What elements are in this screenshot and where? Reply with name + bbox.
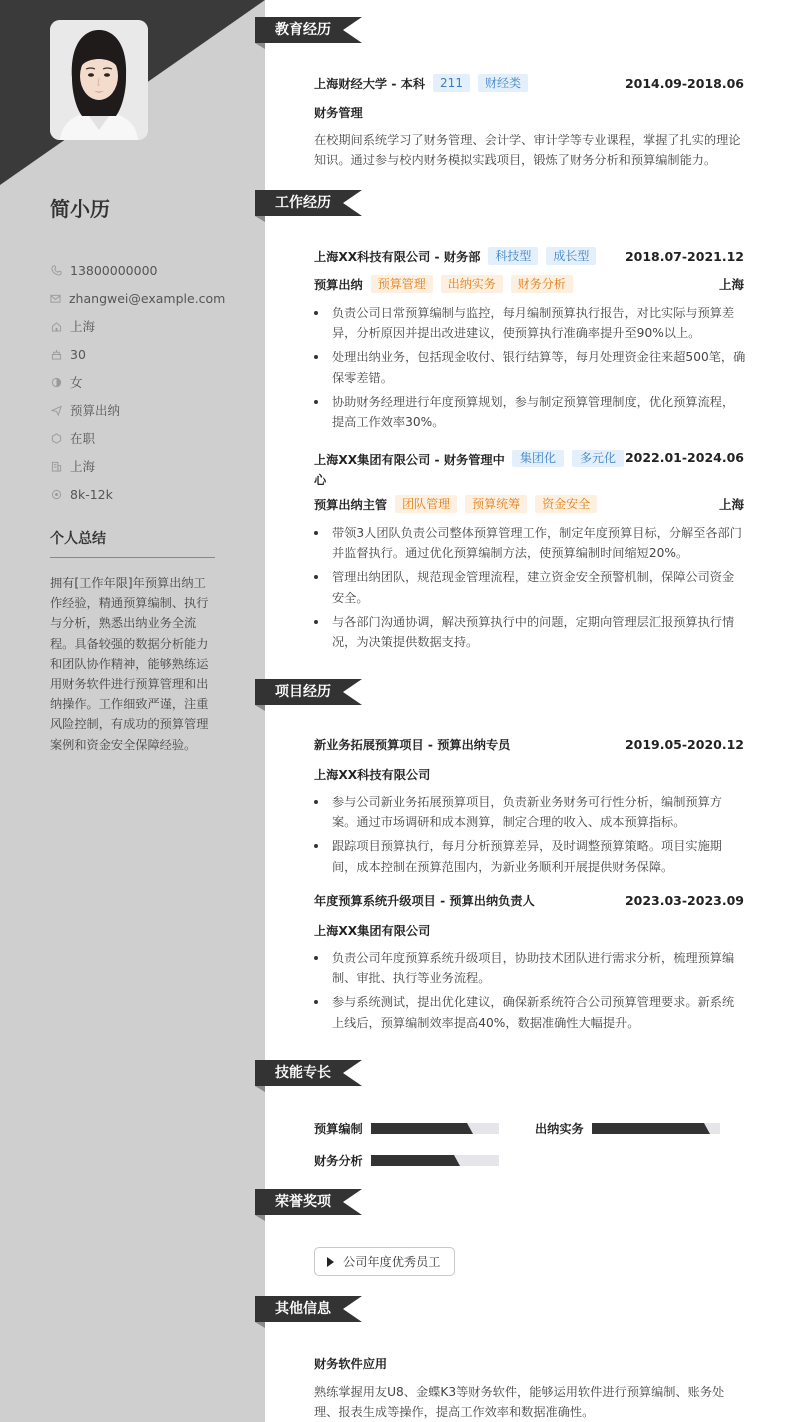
section-header-project [255, 679, 362, 705]
cake-icon [50, 348, 62, 360]
sidebar [0, 0, 265, 1422]
info-status-text: 在职 [70, 431, 96, 446]
work-company: 上海XX集团有限公司 - 财务管理中心 [314, 453, 505, 487]
avatar-portrait-icon [50, 20, 148, 140]
send-icon [50, 404, 62, 416]
section-title-work: 工作经历 [275, 195, 331, 211]
info-position-text: 预算出纳 [70, 403, 121, 418]
work-bullet-list [314, 303, 746, 436]
mail-icon [50, 292, 61, 304]
gender-icon [50, 376, 62, 388]
info-phone [50, 256, 220, 284]
info-status [50, 424, 220, 452]
work-role: 预算出纳 [314, 277, 363, 292]
info-gender [50, 368, 220, 396]
skill-bar-fill [371, 1123, 467, 1134]
section-header-awards [255, 1189, 362, 1215]
summary-title: 个人总结 [50, 528, 215, 558]
skill-item [535, 1120, 720, 1137]
info-email [50, 284, 226, 312]
work-skill-tag: 财务分析 [511, 275, 573, 293]
section-header-work [255, 190, 362, 216]
skill-name: 出纳实务 [535, 1122, 584, 1136]
other-description: 熟练掌握用友U8、金蝶K3等财务软件，能够运用软件进行预算编制、账务处理、报表生成等操作，提高工作效率和数据准确性。 [314, 1385, 725, 1420]
skill-item [314, 1120, 499, 1137]
info-age [50, 340, 220, 368]
info-age-text: 30 [70, 346, 86, 362]
project-date: 2019.05-2020.12 [624, 737, 744, 752]
work-skill-tag: 预算管理 [371, 275, 433, 293]
list-item: 跟踪项目预算执行，每月分析预算差异，及时调整预算策略。项目实施期间，成本控制在预算范围内，为新业务顺利开展提供财务保障。 [314, 836, 746, 876]
work-role-row [314, 495, 744, 513]
section-fold-decoration [255, 216, 265, 222]
section-fold-decoration [255, 43, 265, 49]
education-school: 上海财经大学 - 本科 [314, 76, 426, 91]
education-tag: 财经类 [478, 74, 528, 92]
status-icon [50, 432, 62, 444]
section-title-skills: 技能专长 [275, 1065, 331, 1081]
list-item: 带领3人团队负责公司整体预算管理工作，制定年度预算目标，分解至各部门并监督执行。通过优化预算编制方法，使预算编制时间缩短20%。 [314, 523, 746, 563]
work-company: 上海XX科技有限公司 - 财务部 [314, 249, 481, 264]
summary-text: 拥有[工作年限]年预算出纳工作经验，精通预算编制、执行与分析，熟悉出纳业务全流程。具备较强的数据分析能力和团队协作精神，能够熟练运用财务软件进行预算管理和出纳操作。工作细致严谨，注重风险控制，有成功的预算管理案例和资金安全保障经验。 [50, 576, 209, 752]
education-date: 2014.09-2018.06 [624, 75, 744, 91]
work-role: 预算出纳主管 [314, 497, 388, 512]
award-text: 公司年度优秀员工 [343, 1255, 441, 1269]
skill-name: 预算编制 [314, 1122, 363, 1136]
education-description: 在校期间系统学习了财务管理、会计学、审计学等专业课程，掌握了扎实的理论知识。通过参与校内财务模拟实践项目，锻炼了财务分析和预算编制能力。 [314, 133, 741, 168]
section-fold-decoration [255, 1086, 265, 1092]
skill-bar [592, 1123, 720, 1134]
play-icon [327, 1257, 334, 1267]
project-header-row [314, 736, 744, 753]
section-fold-decoration [255, 1322, 265, 1328]
section-title-education: 教育经历 [275, 22, 331, 38]
info-phone-text: 13800000000 [70, 262, 158, 278]
list-item: 与各部门沟通协调，解决预算执行中的问题，定期向管理层汇报预算执行情况，为决策提供数据支持。 [314, 612, 746, 652]
skill-item [314, 1152, 499, 1169]
section-header-other [255, 1296, 362, 1322]
phone-icon [50, 264, 62, 276]
list-item: 参与系统测试，提出优化建议，确保新系统符合公司预算管理要求。新系统上线后，预算编制效率提高40%，数据准确性大幅提升。 [314, 992, 746, 1032]
project-company: 上海XX集团有限公司 [314, 924, 431, 938]
project-bullet-list [314, 792, 746, 881]
salary-icon [50, 488, 62, 500]
skill-bar-fill [371, 1155, 454, 1166]
project-date: 2023.03-2023.09 [624, 893, 744, 908]
list-item: 负责公司日常预算编制与监控，每月编制预算执行报告，对比实际与预算差异，分析原因并提出改进建议，使预算执行准确率提升至90%以上。 [314, 303, 746, 343]
work-header-row [314, 247, 744, 265]
work-company-tag: 集团化 [512, 450, 564, 467]
list-item: 参与公司新业务拓展预算项目，负责新业务财务可行性分析，编制预算方案。通过市场调研和成本测算，制定合理的收入、成本预算指标。 [314, 792, 746, 832]
work-company-tag: 多元化 [572, 450, 624, 467]
work-header-row [314, 450, 744, 490]
work-bullet-list [314, 523, 746, 656]
education-tag: 211 [433, 74, 470, 92]
info-work-city-text: 上海 [70, 459, 96, 474]
info-salary-text: 8k-12k [70, 486, 113, 502]
education-header-row [314, 74, 744, 92]
avatar [50, 20, 148, 140]
list-item: 处理出纳业务，包括现金收付、银行结算等，每月处理资金往来超500笔，确保零差错。 [314, 347, 746, 387]
work-company-tag: 成长型 [546, 247, 596, 265]
work-skill-tag: 预算统筹 [465, 495, 527, 513]
section-title-other: 其他信息 [275, 1301, 331, 1317]
info-city-text: 上海 [70, 319, 96, 334]
building-icon [50, 460, 62, 472]
info-gender-text: 女 [70, 375, 83, 390]
work-city: 上海 [718, 277, 744, 292]
info-email-text: zhangwei@example.com [69, 290, 226, 306]
contact-info-list [50, 256, 226, 508]
work-skill-tag: 团队管理 [395, 495, 457, 513]
project-bullet-list [314, 948, 746, 1037]
work-role-row [314, 275, 744, 293]
list-item: 管理出纳团队，规范现金管理流程，建立资金安全预警机制，保障公司资金安全。 [314, 567, 746, 607]
skill-name: 财务分析 [314, 1154, 363, 1168]
list-item: 协助财务经理进行年度预算规划，参与制定预算管理制度，优化预算流程，提高工作效率30%。 [314, 392, 746, 432]
home-icon [50, 320, 62, 332]
section-header-education [255, 17, 362, 43]
work-skill-tag: 资金安全 [535, 495, 597, 513]
work-skill-tag: 出纳实务 [441, 275, 503, 293]
project-title: 新业务拓展预算项目 - 预算出纳专员 [314, 738, 511, 752]
candidate-name: 简小历 [50, 197, 110, 221]
section-fold-decoration [255, 705, 265, 711]
project-company: 上海XX科技有限公司 [314, 768, 431, 782]
project-title: 年度预算系统升级项目 - 预算出纳负责人 [314, 894, 535, 908]
work-date: 2022.01-2024.06 [624, 450, 744, 465]
work-date: 2018.07-2021.12 [624, 248, 744, 264]
info-work-city [50, 452, 220, 480]
work-company-tag: 科技型 [488, 247, 538, 265]
award-badge [314, 1247, 455, 1276]
skill-bar [371, 1123, 499, 1134]
main-content [265, 0, 794, 1422]
info-city [50, 312, 220, 340]
education-major: 财务管理 [314, 106, 363, 120]
list-item: 负责公司年度预算系统升级项目，协助技术团队进行需求分析，梳理预算编制、审批、执行等业务流程。 [314, 948, 746, 988]
skill-bar [371, 1155, 499, 1166]
info-salary [50, 480, 220, 508]
info-position [50, 396, 220, 424]
skill-bar-fill [592, 1123, 705, 1134]
other-title: 财务软件应用 [314, 1357, 388, 1371]
section-title-awards: 荣誉奖项 [275, 1194, 331, 1210]
project-header-row [314, 892, 744, 909]
section-fold-decoration [255, 1215, 265, 1221]
section-title-project: 项目经历 [275, 684, 331, 700]
section-header-skills [255, 1060, 362, 1086]
work-city: 上海 [718, 497, 744, 512]
